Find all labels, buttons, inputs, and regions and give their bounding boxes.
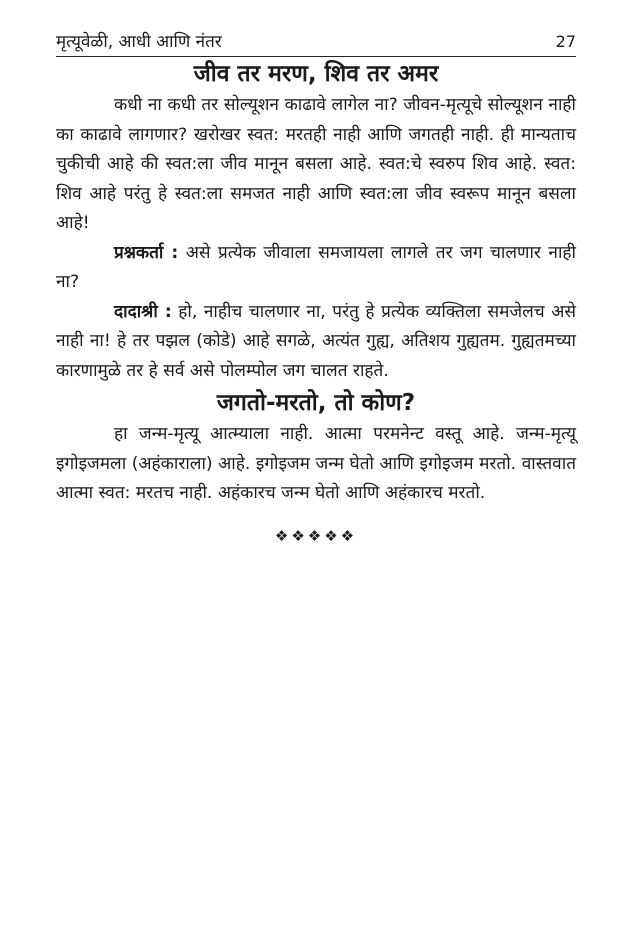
- paragraph-text: हा जन्म-मृत्यू आत्म्याला नाही. आत्मा परमनेन्ट वस्तू आहे. जन्म-मृत्यू इगोइजमला (अहंकाराला) आहे. इगोइजम जन्म घेतो आणि इगोइजम मरतो. वास्तवात आत्मा स्वत: मरतच नाही. अहंकारच जन्म घेतो आणि अहंकारच मरतो.: [56, 424, 576, 503]
- book-page: [56, 30, 576, 549]
- section-heading: जगतो-मरतो, तो कोण?: [216, 390, 416, 416]
- running-title: मृत्यूवेळी, आधी आणि नंतर: [56, 32, 222, 52]
- speaker-label: दादाश्री :: [114, 301, 172, 322]
- paragraph-text: हो, नाहीच चालणार ना, परंतु हे प्रत्येक व्यक्तिला समजेलच असे नाही ना! हे तर पझल (कोडे) आहे सगळे, अत्यंत गुह्य, अतिशय गुह्यतम. गुह्यतमच्या कारणामुळे तर हे सर्व असे पोलम्पोल जग चालत राहते.: [56, 301, 577, 381]
- body-paragraph: [56, 420, 576, 509]
- section-heading: जीव तर मरण, शिव तर अमर: [193, 61, 439, 87]
- dialogue-answer: [56, 298, 576, 387]
- speaker-label: प्रश्नकर्ता :: [114, 242, 179, 263]
- paragraph-text: असे प्रत्येक जीवाला समजायला लागले तर जग चालणार नाही ना?: [56, 242, 576, 292]
- body-paragraph: [56, 91, 576, 239]
- page-number: 27: [555, 32, 576, 51]
- section-end-ornament: ❖❖❖❖❖: [274, 526, 358, 545]
- dialogue-question: [56, 239, 576, 298]
- paragraph-text: कधी ना कधी तर सोल्यूशन काढावे लागेल ना? जीवन-मृत्यूचे सोल्यूशन नाही का काढावे लागणार? खरोखर स्वत: मरतही नाही आणि जगतही नाही. ही मान्यताच चुकीची आहे की स्वत:ला जीव मानून बसला आहे. स्वत:चे स्वरुप शिव आहे. स्वत: शिव आहे परंतु हे स्वत:ला समजत नाही आणि स्वत:ला जीव स्वरूप मानून बसला आहे!: [56, 95, 576, 233]
- running-header: [56, 30, 576, 57]
